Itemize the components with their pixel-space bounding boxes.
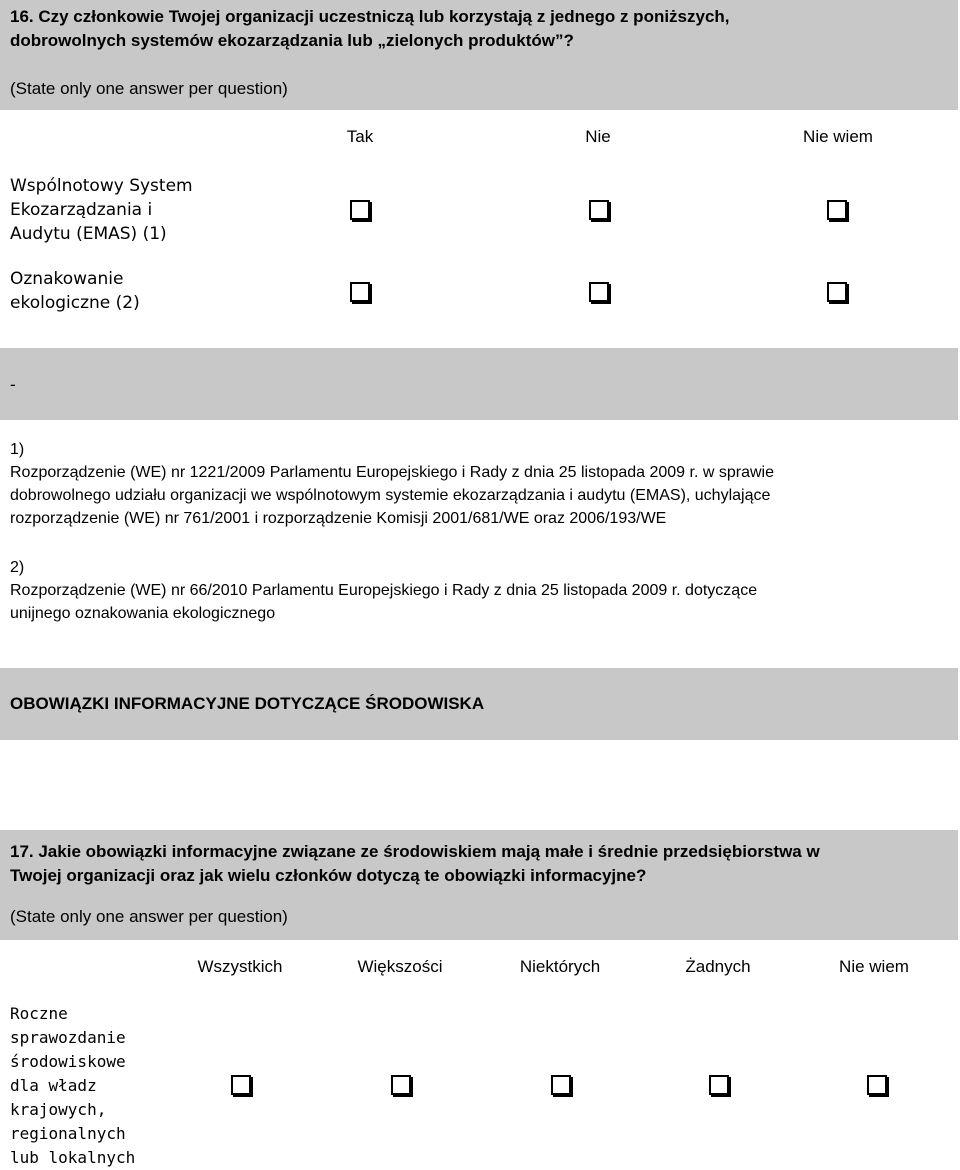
q16-row-emas-label (10, 174, 193, 246)
footnote-2-number: 2) (10, 559, 25, 576)
q17-row-label-line: krajowych, (10, 1100, 107, 1119)
q17-col-zadnych: Żadnych (685, 957, 751, 976)
footnote-1 (10, 438, 955, 530)
q16-col-nie: Nie (585, 127, 611, 146)
comment-dash: - (10, 375, 16, 394)
q16-col-tak: Tak (346, 127, 374, 146)
footnote-2 (10, 556, 955, 625)
footnote-1-number: 1) (10, 441, 25, 458)
q17-title (10, 840, 950, 888)
q17-row-label-line: lub lokalnych (10, 1148, 136, 1167)
q16-row-emas-label-line: Wspólnotowy System (10, 176, 193, 196)
q17-wszystkich-checkbox[interactable] (231, 1075, 251, 1095)
q16-row-ecolabel-label (10, 267, 140, 315)
q16-title-line2: dobrowolnych systemów ekozarządzania lub „zielonych produktów”? (10, 31, 574, 50)
q16-ecolabel-nie-wiem-checkbox[interactable] (827, 282, 847, 302)
q17-row-label-line: dla władz (10, 1076, 97, 1095)
q16-instruction: (State only one answer per question) (10, 79, 288, 98)
q16-ecolabel-nie-checkbox[interactable] (589, 282, 609, 302)
q16-row-emas-label-line: Ekozarządzania i (10, 200, 153, 220)
q17-title-line2: Twojej organizacji oraz jak wielu członków dotyczą te obowiązki informacyjne? (10, 866, 647, 885)
q16-row-emas-label-line: Audytu (EMAS) (1) (10, 224, 167, 244)
q16-row-ecolabel-label-line: Oznakowanie (10, 269, 124, 289)
footnote-2-line: unijnego oznakowania ekologicznego (10, 605, 276, 622)
footnote-2-line: Rozporządzenie (WE) nr 66/2010 Parlamentu Europejskiego i Rady z dnia 25 listopada 2009 r. dotyczące (10, 582, 758, 599)
section-title: OBOWIĄZKI INFORMACYJNE DOTYCZĄCE ŚRODOWISKA (10, 694, 485, 713)
q17-niektorych-checkbox[interactable] (551, 1075, 571, 1095)
q16-emas-nie-checkbox[interactable] (589, 200, 609, 220)
q16-ecolabel-tak-checkbox[interactable] (350, 282, 370, 302)
q17-col-nie-wiem: Nie wiem (839, 957, 909, 976)
comment-band (0, 348, 958, 420)
q16-emas-nie-wiem-checkbox[interactable] (827, 200, 847, 220)
q17-row-label-line: sprawozdanie (10, 1028, 126, 1047)
q17-wiekszosci-checkbox[interactable] (391, 1075, 411, 1095)
footnote-1-line: dobrowolnego udziału organizacji we wspólnotowym systemie ekozarządzania i audytu (EMAS), uchylające (10, 487, 771, 504)
q17-zadnych-checkbox[interactable] (709, 1075, 729, 1095)
q16-title-line1: 16. Czy członkowie Twojej organizacji uczestniczą lub korzystają z jednego z poniższych, (10, 7, 730, 26)
q17-col-wszystkich: Wszystkich (197, 957, 283, 976)
q17-nie-wiem-checkbox[interactable] (867, 1075, 887, 1095)
q17-col-niektorych: Niektórych (519, 957, 601, 976)
q17-row-label-line: regionalnych (10, 1124, 126, 1143)
q17-row-label-line: Roczne (10, 1004, 68, 1023)
q16-emas-tak-checkbox[interactable] (350, 200, 370, 220)
footnote-1-line: Rozporządzenie (WE) nr 1221/2009 Parlamentu Europejskiego i Rady z dnia 25 listopada 2009 r. w sprawie (10, 464, 774, 481)
q17-title-line1: 17. Jakie obowiązki informacyjne związane ze środowiskiem mają małe i średnie przedsiębiorstwa w (10, 842, 820, 861)
q16-title (10, 5, 950, 53)
q17-row-annual-report-label (10, 1002, 135, 1170)
q16-col-nie-wiem: Nie wiem (803, 127, 873, 146)
q17-instruction: (State only one answer per question) (10, 907, 288, 926)
q17-row-label-line: środowiskowe (10, 1052, 126, 1071)
footnote-1-line: rozporządzenie (WE) nr 761/2001 i rozporządzenie Komisji 2001/681/WE oraz 2006/193/WE (10, 510, 667, 527)
q17-col-wiekszosci: Większości (357, 957, 443, 976)
q16-row-ecolabel-label-line: ekologiczne (2) (10, 293, 140, 313)
